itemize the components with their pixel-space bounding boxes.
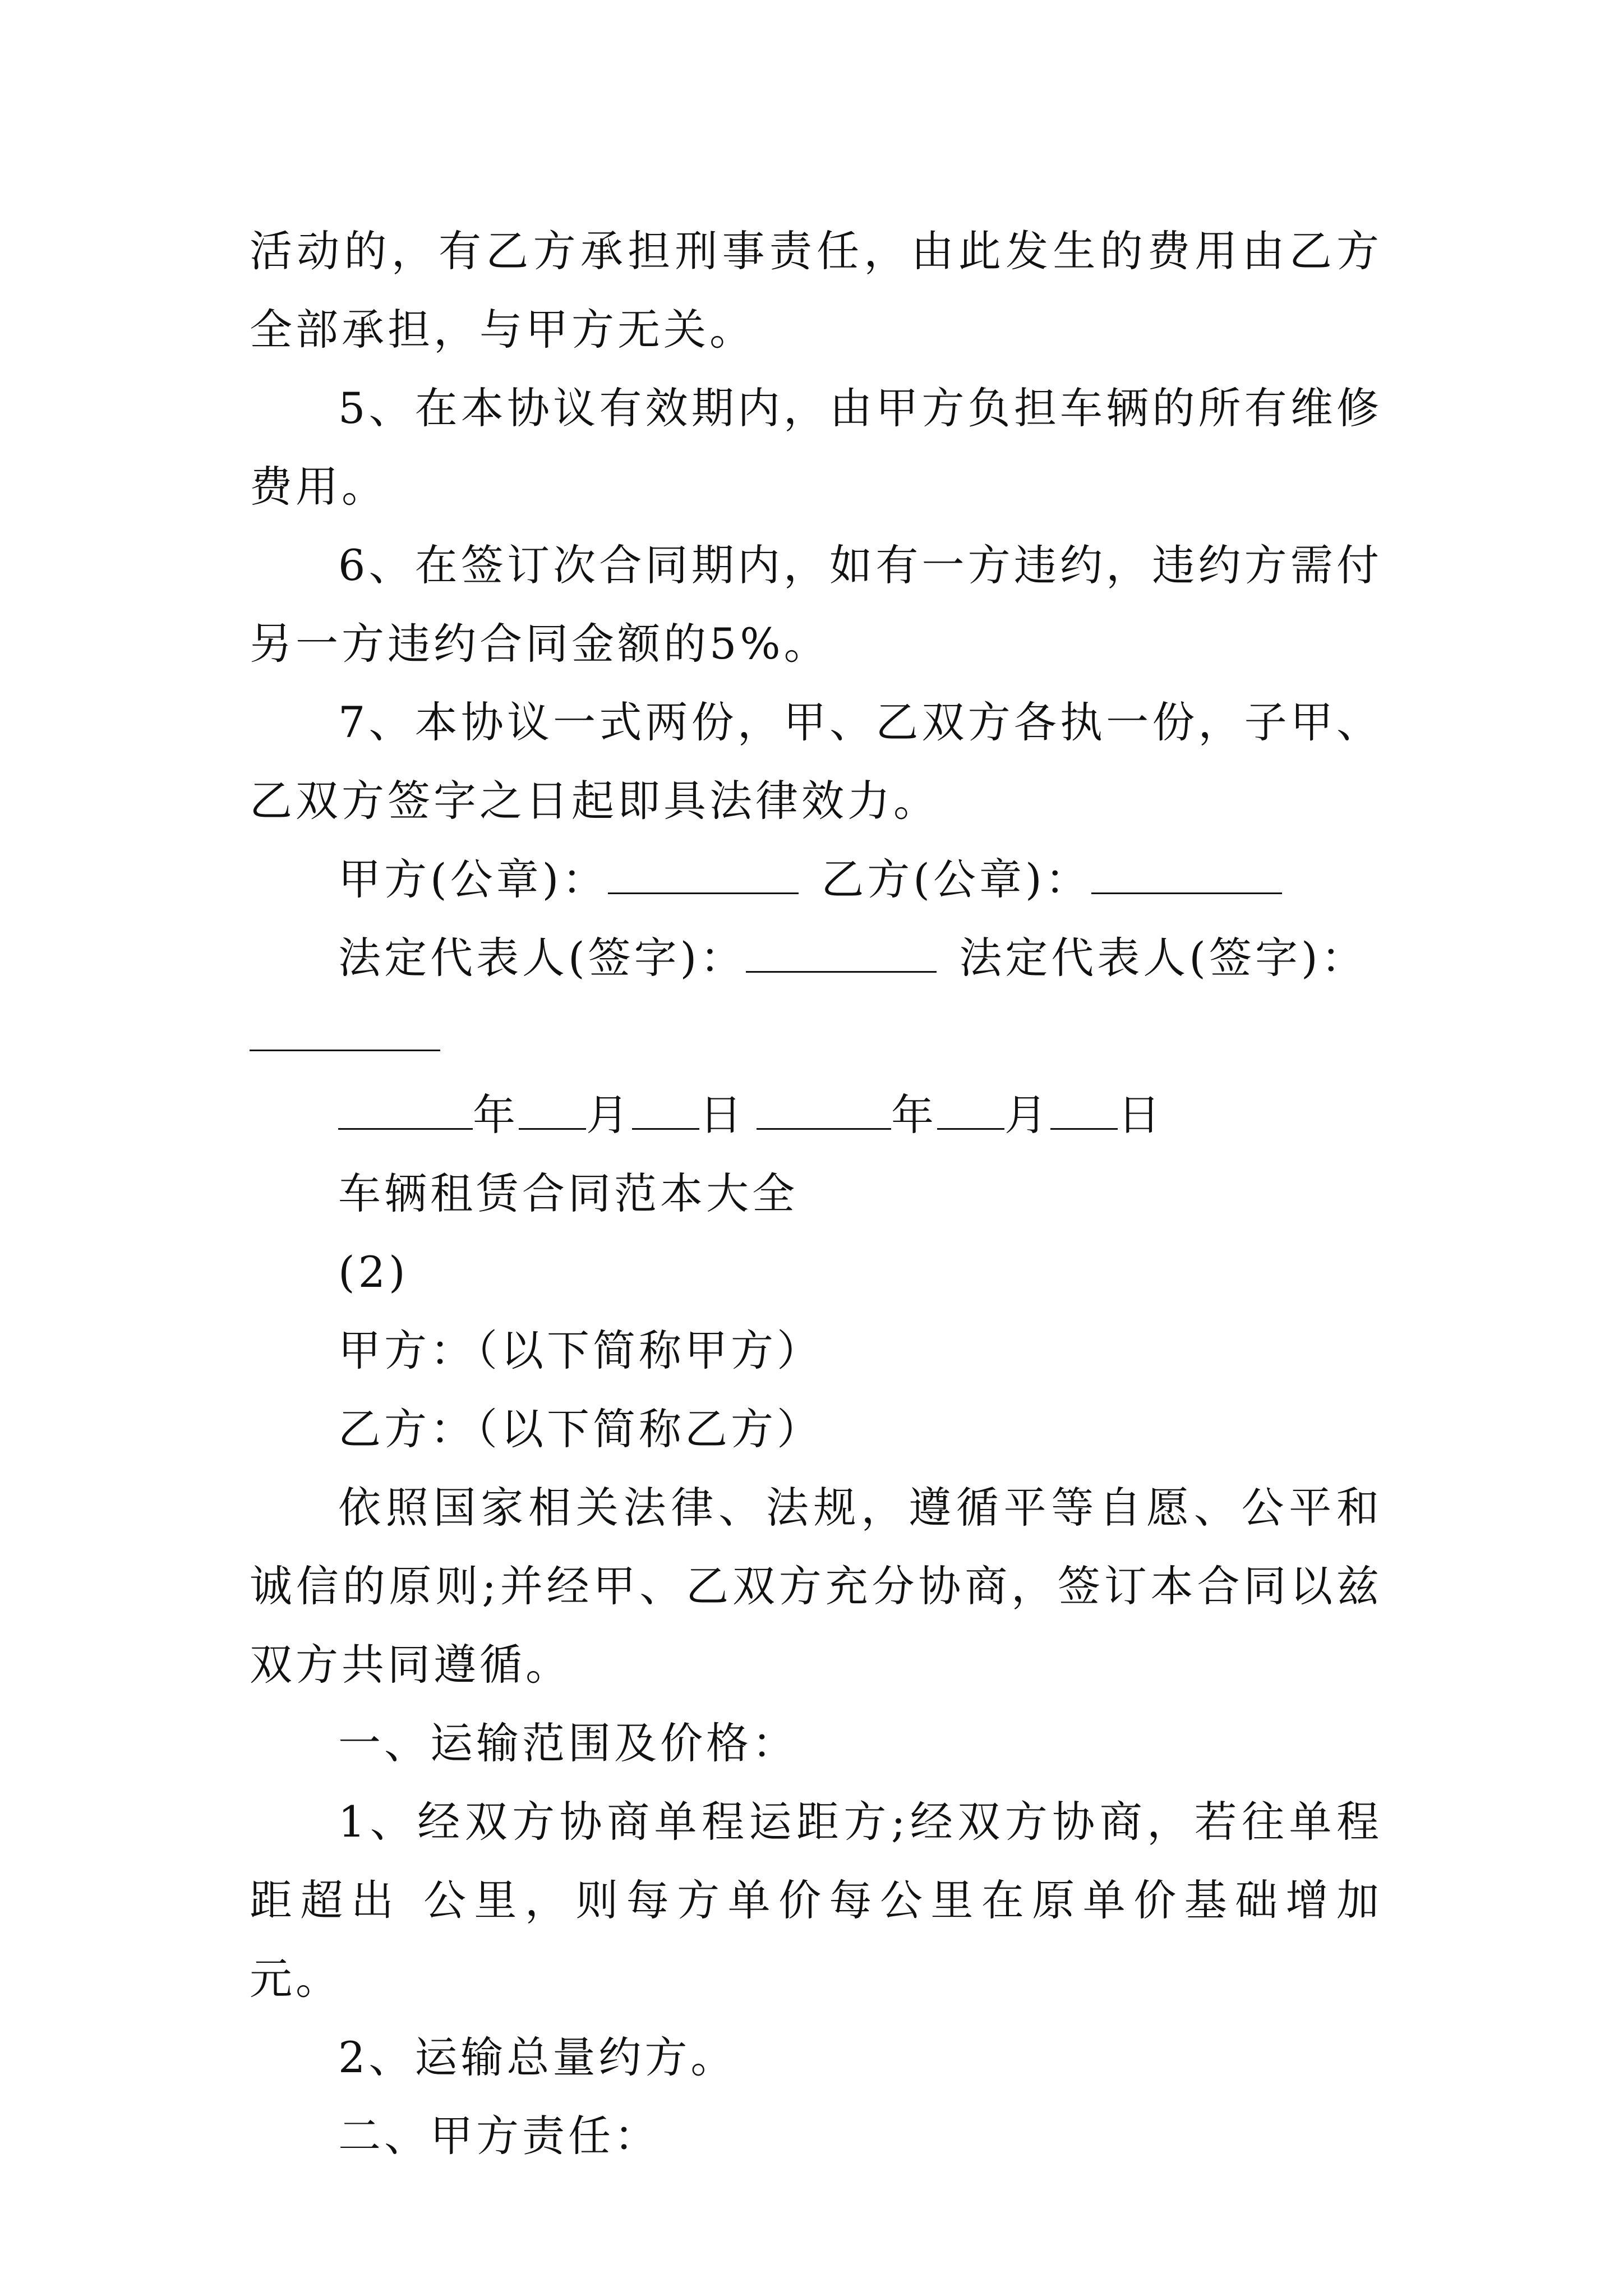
day-b-label: 日	[1118, 1090, 1164, 1140]
party-b-seal-label: 乙方(公章)：	[821, 854, 1091, 904]
seal-line	[250, 840, 1382, 919]
rep-b-blank	[250, 1015, 440, 1051]
heading-party-a-duties: 二、甲方责任：	[338, 2111, 660, 2161]
month-b-blank	[937, 1093, 1004, 1130]
section-number: (2)	[338, 1247, 409, 1297]
paragraph-clause-5: 5、在本协议有效期内，由甲方负担车辆的所有维修费用。	[250, 383, 1382, 512]
day-a-label: 日	[699, 1090, 745, 1140]
paragraph-clause-1: 1、经双方协商单程运距方;经双方协商，若往单程距超出 公里，则每方单价每公里在原单价基础增加 元。	[250, 1797, 1382, 2004]
month-a-label: 月	[586, 1090, 632, 1140]
year-b-label: 年	[891, 1090, 937, 1140]
paragraph-clause-6: 6、在签订次合同期内，如有一方违约，违约方需付另一方违约合同金额的5%。	[250, 540, 1382, 669]
month-b-label: 月	[1004, 1090, 1050, 1140]
rep-a-blank	[746, 936, 937, 973]
year-b-blank	[757, 1093, 891, 1130]
rep-b-label: 法定代表人(签字)：	[959, 933, 1367, 983]
party-a-seal-label: 甲方(公章)：	[338, 854, 608, 904]
year-a-label: 年	[473, 1090, 519, 1140]
rep-b-blank-line	[250, 997, 1382, 1076]
day-a-blank	[632, 1093, 699, 1130]
year-a-blank	[338, 1093, 473, 1130]
day-b-blank	[1050, 1093, 1118, 1130]
party-a-seal-blank	[608, 858, 799, 894]
document-body	[250, 212, 1382, 2175]
paragraph-intro: 依照国家相关法律、法规，遵循平等自愿、公平和诚信的原则;并经甲、乙双方充分协商，签订本合同以兹双方共同遵循。	[250, 1483, 1382, 1690]
month-a-blank	[519, 1093, 586, 1130]
party-b-line: 乙方：（以下简称乙方）	[338, 1404, 823, 1454]
heading-transport-scope: 一、运输范围及价格：	[338, 1718, 798, 1768]
party-a-line: 甲方：（以下简称甲方）	[338, 1326, 823, 1375]
paragraph-liability: 活动的，有乙方承担刑事责任，由此发生的费用由乙方全部承担，与甲方无关。	[250, 226, 1382, 355]
section-title: 车辆租赁合同范本大全	[338, 1168, 798, 1218]
paragraph-clause-2: 2、运输总量约方。	[338, 2032, 737, 2082]
party-b-seal-blank	[1091, 858, 1282, 894]
rep-a-label: 法定代表人(签字)：	[338, 933, 746, 983]
date-line	[250, 1076, 1382, 1154]
paragraph-clause-7: 7、本协议一式两份，甲、乙双方各执一份，子甲、乙双方签字之日起即具法律效力。	[250, 697, 1382, 826]
representative-line	[250, 919, 1382, 997]
